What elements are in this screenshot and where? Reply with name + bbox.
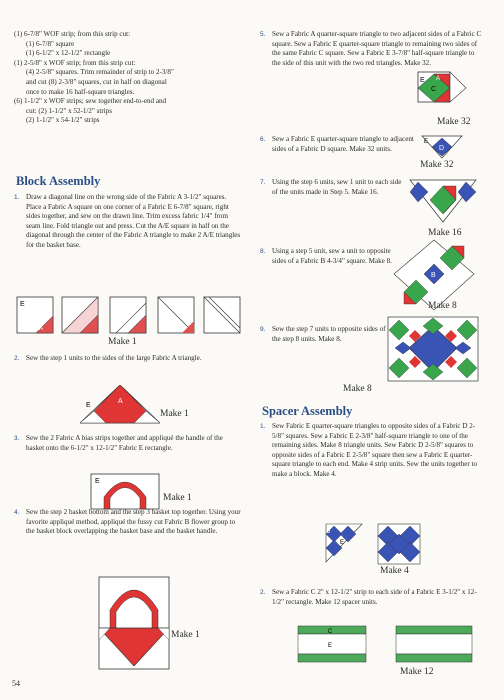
step-text: Using a step 5 unit, sew a unit to opposite sides of a Fabric B 4-3/4" square. Make 8. [272, 247, 392, 265]
unit-cut-1 [158, 297, 194, 333]
triangle-unit [326, 524, 362, 562]
spacer-strips [298, 626, 366, 662]
page-number: 54 [12, 679, 20, 688]
step-text: Draw a diagonal line on the wrong side of the Fabric A 3-1/2" squares. Place a Fabric A square on one corner of a Fabric E 6-7/8" square, right sides together, and sew on the drawn line. Trim excess fabric 1/4" from seam line. Fold triangle out and press. Cut the A/E square in half on the diagonal through the center of the Fabric A triangle to make 2 A/E triangles for the basket base. [26, 193, 241, 249]
step-number: 2. [14, 355, 20, 362]
cutting-item: (1) 2-5/8" x WOF strip; from this strip cut: [14, 58, 136, 67]
block-step-3 [14, 434, 242, 453]
spacer-unit [396, 626, 472, 662]
label-e: E [95, 478, 100, 485]
label-c: C [431, 86, 437, 93]
step-number: 2. [260, 589, 266, 596]
step5-diagram [414, 70, 470, 118]
step-text: Sew the step 1 units to the sides of the large Fabric A triangle. [26, 354, 202, 362]
label-a: A [39, 326, 44, 332]
right-step-9 [260, 325, 388, 344]
step3-diagram [90, 473, 160, 511]
step-number: 3. [14, 435, 20, 442]
step6-diagram [420, 134, 464, 160]
block-step-1 [14, 193, 242, 251]
right-step-8 [260, 247, 406, 266]
block-assembly-heading: Block Assembly [16, 174, 101, 188]
step9-diagram [387, 316, 479, 382]
cutting-item: (2) 1-1/2" x 54-1/2" strips [26, 116, 100, 125]
make-label: Make 32 [437, 117, 471, 127]
make-label: Make 4 [380, 566, 409, 576]
spacer-block [378, 524, 420, 564]
spacer-step-1 [260, 422, 482, 480]
unit-pressed [62, 297, 98, 333]
cutting-item: and cut (8) 2-3/8" squares, cut in half on diagonal [26, 77, 167, 86]
unit-cut-2 [204, 297, 240, 333]
step-text: Sew a Fabric E quarter-square triangle to adjacent sides of a Fabric D square. Make 32 units. [272, 135, 414, 153]
step-number: 7. [260, 179, 266, 186]
cutting-item: (1) 6-1/2" x 12-1/2" rectangle [26, 49, 111, 58]
step-text: Sew the 2 Fabric A bias strips together and appliqué the handle of the basket onto the 6-1/2" x 12-1/2" Fabric E rectangle. [26, 434, 223, 452]
step4-diagram [98, 576, 170, 670]
spacer-step1-diagram [322, 522, 452, 568]
step-text: Sew the step 2 basket bottom and the step 3 basket top together. Using your favorite appliqué method, appliqué the fussy cut Fabric B flower group to the basket block overlapping the basket base and the basket handle. [26, 508, 241, 536]
label-d: D [326, 529, 331, 535]
label-a: A [436, 76, 441, 82]
step-number: 5. [260, 31, 266, 38]
step-text: Sew the step 7 units to opposite sides of the step 8 units. Make 8. [272, 325, 386, 343]
block-step-4 [14, 508, 242, 537]
make-label: Make 8 [428, 301, 457, 311]
cutting-item: (1) 6-7/8" square [26, 39, 75, 48]
step-number: 1. [260, 423, 266, 430]
unit-trimmed [110, 297, 146, 333]
step7-diagram [408, 178, 478, 230]
step1-diagram [16, 296, 242, 338]
label-a: A [118, 398, 123, 405]
label-e: E [340, 540, 345, 546]
step-text: Using the step 6 units, sew 1 unit to each side of the units made in Step 5. Make 16. [272, 178, 402, 196]
spacer-assembly-heading: Spacer Assembly [262, 404, 353, 418]
step-number: 1. [14, 194, 20, 201]
make-label: Make 1 [160, 409, 189, 419]
cutting-item: (6) 1-1/2" x WOF strips; sew together end-to-end and [14, 97, 167, 106]
label-e: E [86, 402, 91, 409]
step-text: Sew Fabric E quarter-square triangles to opposite sides of a Fabric D 2-5/8" squares. Sew a Fabric E 2-3/8" half-square triangle to one of the remaining sides. Make 8 triangle units. Sew Fabric D 2-5/8" squares to opposite sides of a Fabric E 2-5/8" square then sew a Fabric E quarter-square triangle to each end. Make 4 strip units. Sew the units together to make a block. Make 4. [272, 422, 478, 478]
right-step-5 [260, 30, 484, 68]
make-label: Make 12 [400, 667, 434, 677]
unit-ae-square [17, 297, 53, 333]
make-label: Make 1 [171, 630, 200, 640]
step-number: 6. [260, 136, 266, 143]
block-step-2 [14, 354, 242, 364]
label-e: E [424, 139, 429, 145]
cutting-item: cut: (2) 1-1/2" x 52-1/2" strips [26, 106, 112, 115]
cutting-item: (4) 2-5/8" squares. Trim remainder of strip to 2-3/8" [26, 68, 174, 77]
make-label: Make 1 [163, 493, 192, 503]
label-e: E [20, 301, 25, 308]
step-number: 4. [14, 509, 20, 516]
spacer-step-2 [260, 588, 482, 607]
step-text: Sew a Fabric A quarter-square triangle to two adjacent sides of a Fabric C square. Sew a Fabric E quarter-square triangle to remaining two sides of the same Fabric C square. Sew a Fabric E 3-7/8" half-square triangle to the side of this unit with the two red triangles. Make 32. [272, 30, 482, 67]
make-label: Make 1 [108, 337, 137, 347]
label-b: B [431, 272, 436, 279]
label-c: C [327, 629, 333, 635]
step-number: 8. [260, 248, 266, 255]
cutting-list [14, 30, 250, 126]
label-e: E [420, 77, 425, 84]
cutting-item: once to make 16 half-square triangles. [26, 87, 135, 96]
step-text: Sew a Fabric C 2" x 12-1/2" strip to each side of a Fabric E 3-1/2" x 12-1/2" rectangle. Make 12 spacer units. [272, 588, 477, 606]
step-number: 9. [260, 326, 266, 333]
make-label: Make 32 [420, 160, 454, 170]
label-d: D [439, 145, 445, 152]
right-step-6 [260, 135, 420, 154]
left-column [14, 30, 250, 126]
spacer-step2-diagram [296, 624, 476, 668]
right-step-7 [260, 178, 408, 197]
make-label: Make 16 [428, 228, 462, 238]
make-label: Make 8 [343, 384, 372, 394]
cutting-item: (1) 6-7/8" WOF strip; from this strip cut: [14, 30, 131, 38]
label-e: E [327, 643, 333, 649]
step2-diagram [80, 385, 160, 425]
